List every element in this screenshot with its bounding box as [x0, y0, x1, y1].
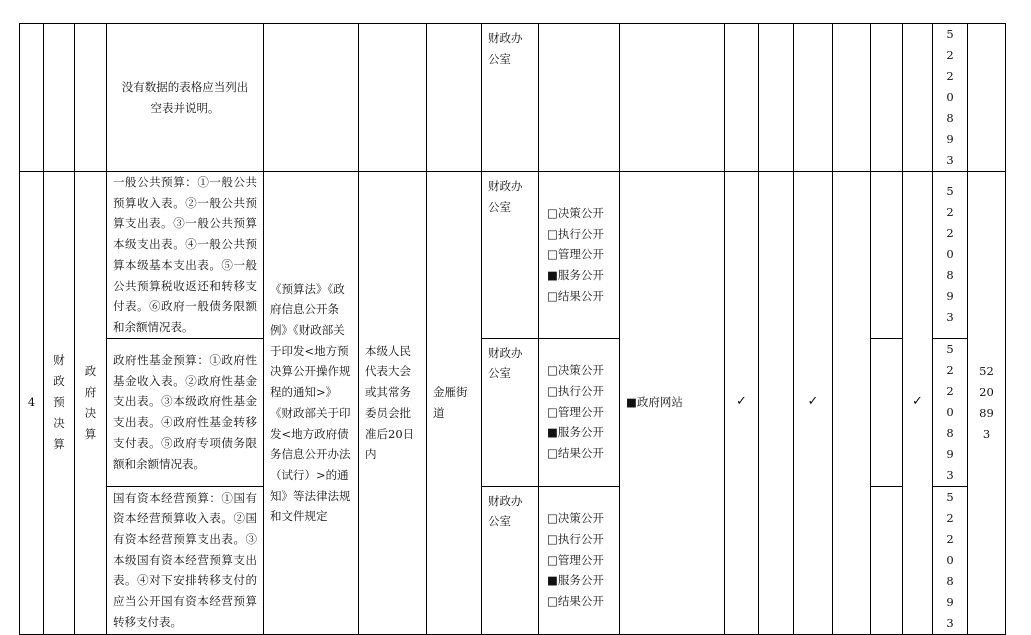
cell-phone-group: [968, 24, 1006, 172]
cell-check: [759, 24, 794, 172]
cell-desc: [107, 24, 264, 172]
cell-scope: [539, 172, 620, 339]
cell-index: [20, 24, 44, 172]
cell-subcategory: [75, 24, 107, 172]
cell-check: [833, 172, 871, 635]
cell-phone-group: 5220893: [968, 172, 1006, 635]
scope-option: □结果公开: [547, 446, 604, 461]
cell-time: 本级人民代表大会或其常务委员会批准后20日内: [359, 172, 427, 635]
cell-phone: 5220893: [933, 338, 968, 486]
cell-index: 4: [20, 172, 44, 635]
cell-law: [264, 24, 359, 172]
scope-option: ■服务公开: [547, 573, 604, 588]
desc-line: 没有数据的表格应当列出: [121, 79, 249, 94]
cell-check: [833, 24, 871, 172]
cell-desc: 国有资本经营预算：①国有资本经营预算收入表。②国有资本经营预算支出表。③本级国有资本经营预算支出表。④对下安排转移支付的应当公开国有资本经营预算转移支付表。: [107, 486, 264, 634]
table-row: [20, 24, 1006, 172]
scope-option: □决策公开: [547, 363, 604, 378]
scope-option: □管理公开: [547, 247, 604, 262]
cell-check: [871, 172, 903, 339]
cell-scope: [539, 338, 620, 486]
scope-option: □决策公开: [547, 511, 604, 526]
table-row: [20, 172, 1006, 339]
cell-subject: 金雁街道: [427, 172, 482, 635]
check-mark: ✓: [725, 172, 759, 635]
cell-time: [359, 24, 427, 172]
cell-scope: [539, 24, 620, 172]
cell-desc: 一般公共预算：①一般公共预算收入表。②一般公共预算支出表。③一般公共预算本级支出表。④一般公共预算本级基本支出表。⑤一般公共预算税收返还和转移支付表。⑥政府一般债务限额和余额情况表。: [107, 172, 264, 339]
check-mark: ✓: [903, 172, 933, 635]
cell-category: 财政预决算: [44, 172, 75, 635]
cell-check: [759, 172, 794, 635]
scope-option: ■服务公开: [547, 268, 604, 283]
cell-desc: 政府性基金预算：①政府性基金收入表。②政府性基金支出表。③本级政府性基金支出表。④政府性基金转移支付表。⑤政府专项债务限额和余额情况表。: [107, 338, 264, 486]
cell-check: [794, 24, 833, 172]
scope-option: □执行公开: [547, 532, 604, 547]
cell-law: 《预算法》《政府信息公开条例》《财政部关于印发<地方预决算公开操作规程的通知>》《财政部关于印发<地方政府债务信息公开办法（试行）>的通知》等法律法规和文件规定: [264, 172, 359, 635]
cell-check: [871, 338, 903, 486]
scope-option: □结果公开: [547, 594, 604, 609]
cell-channel: ■政府网站: [620, 172, 725, 635]
scope-option: □执行公开: [547, 384, 604, 399]
cell-check: [903, 24, 933, 172]
cell-scope: [539, 486, 620, 634]
cell-check: [871, 486, 903, 634]
scope-option: ■服务公开: [547, 425, 604, 440]
cell-phone: 5220893: [933, 24, 968, 172]
cell-subcategory: 政府决算: [75, 172, 107, 635]
cell-category: [44, 24, 75, 172]
scope-option: □结果公开: [547, 288, 604, 303]
scope-option: □决策公开: [547, 206, 604, 221]
disclosure-table: [19, 23, 1006, 635]
cell-subject: [427, 24, 482, 172]
scope-option: □执行公开: [547, 226, 604, 241]
scope-option: □管理公开: [547, 404, 604, 419]
cell-dept: 财政办公室: [482, 338, 539, 486]
scope-option: □管理公开: [547, 552, 604, 567]
cell-dept: 财政办公室: [482, 172, 539, 339]
cell-dept: 财政办公室: [482, 486, 539, 634]
cell-phone: 5220893: [933, 486, 968, 634]
desc-line: 空表并说明。: [150, 100, 220, 115]
cell-phone: 5220893: [933, 172, 968, 339]
cell-check: [725, 24, 759, 172]
cell-check: [871, 24, 903, 172]
cell-channel: [620, 24, 725, 172]
check-mark: ✓: [794, 172, 833, 635]
cell-dept: 财政办公室: [482, 24, 539, 172]
